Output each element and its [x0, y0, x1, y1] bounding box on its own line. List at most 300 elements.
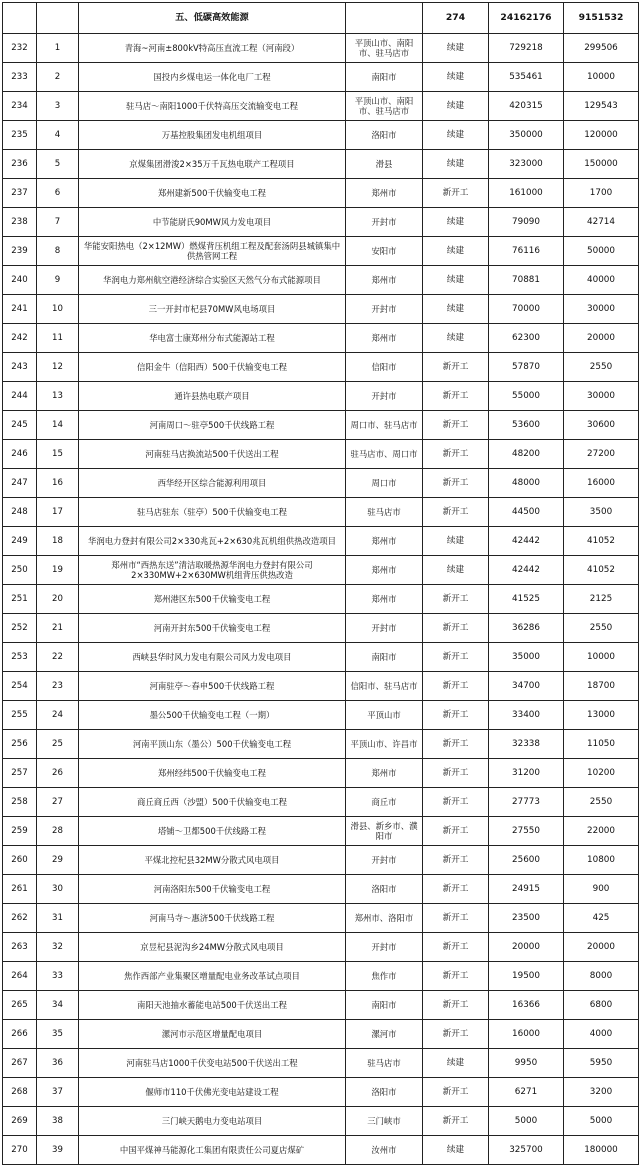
table-row: [3, 556, 639, 585]
row-index-cell: 232: [3, 34, 37, 63]
year-investment-cell: 10000: [564, 63, 639, 92]
row-number-cell: 15: [37, 440, 79, 469]
status-cell: 新开工: [423, 846, 489, 875]
location-cell: 开封市: [346, 208, 423, 237]
row-number-cell: 39: [37, 1136, 79, 1165]
project-name-cell: 平煤北控杞县32MW分散式风电项目: [79, 846, 346, 875]
year-investment-cell: 30600: [564, 411, 639, 440]
project-name-cell: 河南开封东500千伏输变电工程: [79, 614, 346, 643]
year-investment-cell: 5000: [564, 1107, 639, 1136]
project-name-cell: 中节能尉氏90MW风力发电项目: [79, 208, 346, 237]
project-name-cell: 河南马寺～惠济500千伏线路工程: [79, 904, 346, 933]
total-investment-cell: 79090: [489, 208, 564, 237]
row-index-cell: 242: [3, 324, 37, 353]
table-row: [3, 208, 639, 237]
total-investment-cell: 24915: [489, 875, 564, 904]
table-row: [3, 1020, 639, 1049]
row-number-cell: 37: [37, 1078, 79, 1107]
location-cell: 开封市: [346, 295, 423, 324]
total-investment-cell: 6271: [489, 1078, 564, 1107]
year-investment-cell: 10800: [564, 846, 639, 875]
row-number-cell: 3: [37, 92, 79, 121]
table-row: [3, 440, 639, 469]
project-name-cell: 墨公500千伏输变电工程（一期）: [79, 701, 346, 730]
project-name-cell: 河南驻马店换流站500千伏送出工程: [79, 440, 346, 469]
project-name-cell: 华润电力登封有限公司2×330兆瓦+2×630兆瓦机组供热改造项目: [79, 527, 346, 556]
row-number-cell: 4: [37, 121, 79, 150]
total-investment-cell: 323000: [489, 150, 564, 179]
row-index-cell: 270: [3, 1136, 37, 1165]
year-investment-cell: 900: [564, 875, 639, 904]
year-investment-cell: 1700: [564, 179, 639, 208]
total-investment-cell: 16000: [489, 1020, 564, 1049]
location-cell: 郑州市: [346, 556, 423, 585]
status-cell: 续建: [423, 527, 489, 556]
year-investment-cell: 10200: [564, 759, 639, 788]
total-investment-cell: 535461: [489, 63, 564, 92]
year-investment-cell: 425: [564, 904, 639, 933]
location-cell: 汝州市: [346, 1136, 423, 1165]
status-cell: 新开工: [423, 730, 489, 759]
section-count: 274: [423, 3, 489, 34]
project-name-cell: 万基控股集团发电机组项目: [79, 121, 346, 150]
project-name-cell: 郑州市“西热东送”清洁取暖热源华润电力登封有限公司2×330MW+2×630MW机组背压供热改造: [79, 556, 346, 585]
status-cell: 新开工: [423, 672, 489, 701]
project-name-cell: 通许县热电联产项目: [79, 382, 346, 411]
table-row: [3, 237, 639, 266]
row-index-cell: 246: [3, 440, 37, 469]
total-investment-cell: 55000: [489, 382, 564, 411]
row-number-cell: 27: [37, 788, 79, 817]
row-number-cell: 16: [37, 469, 79, 498]
project-name-cell: 驻马店驻东（驻亭）500千伏输变电工程: [79, 498, 346, 527]
location-cell: 驻马店市: [346, 1049, 423, 1078]
row-number-cell: 14: [37, 411, 79, 440]
table-row: [3, 730, 639, 759]
year-investment-cell: 8000: [564, 962, 639, 991]
table-row: [3, 614, 639, 643]
year-investment-cell: 42714: [564, 208, 639, 237]
row-index-cell: 240: [3, 266, 37, 295]
project-name-cell: 河南驻亭～春申500千伏线路工程: [79, 672, 346, 701]
row-index-cell: 263: [3, 933, 37, 962]
project-name-cell: 国投内乡煤电运一体化电厂工程: [79, 63, 346, 92]
location-cell: 郑州市: [346, 266, 423, 295]
location-cell: 滑县: [346, 150, 423, 179]
year-investment-cell: 40000: [564, 266, 639, 295]
project-name-cell: 三一开封市杞县70MW风电场项目: [79, 295, 346, 324]
row-index-cell: 255: [3, 701, 37, 730]
row-index-cell: 269: [3, 1107, 37, 1136]
table-row: [3, 991, 639, 1020]
total-investment-cell: 33400: [489, 701, 564, 730]
table-row: [3, 788, 639, 817]
year-investment-cell: 13000: [564, 701, 639, 730]
table-row: [3, 875, 639, 904]
project-name-cell: 西峡县华时风力发电有限公司风力发电项目: [79, 643, 346, 672]
table-row: [3, 1049, 639, 1078]
row-number-cell: 24: [37, 701, 79, 730]
status-cell: 新开工: [423, 643, 489, 672]
status-cell: 续建: [423, 1049, 489, 1078]
total-investment-cell: 20000: [489, 933, 564, 962]
location-cell: 郑州市: [346, 324, 423, 353]
total-investment-cell: 19500: [489, 962, 564, 991]
row-number-cell: 5: [37, 150, 79, 179]
status-cell: 续建: [423, 295, 489, 324]
status-cell: 新开工: [423, 382, 489, 411]
location-cell: 洛阳市: [346, 875, 423, 904]
total-investment-cell: 48200: [489, 440, 564, 469]
project-name-cell: 郑州港区东500千伏输变电工程: [79, 585, 346, 614]
project-name-cell: 郑州建新500千伏输变电工程: [79, 179, 346, 208]
location-cell: 平顶山市、南阳市、驻马店市: [346, 92, 423, 121]
row-number-cell: 30: [37, 875, 79, 904]
row-number-cell: 32: [37, 933, 79, 962]
row-number-cell: 38: [37, 1107, 79, 1136]
row-number-cell: 29: [37, 846, 79, 875]
status-cell: 新开工: [423, 875, 489, 904]
row-index-cell: 236: [3, 150, 37, 179]
status-cell: 续建: [423, 1136, 489, 1165]
project-name-cell: 青海~河南±800kV特高压直流工程（河南段）: [79, 34, 346, 63]
total-investment-cell: 76116: [489, 237, 564, 266]
status-cell: 新开工: [423, 759, 489, 788]
section-title: 五、低碳高效能源: [79, 3, 346, 34]
location-cell: 驻马店市、周口市: [346, 440, 423, 469]
table-row: [3, 933, 639, 962]
table-row: [3, 150, 639, 179]
status-cell: 新开工: [423, 411, 489, 440]
status-cell: 续建: [423, 556, 489, 585]
row-index-cell: 233: [3, 63, 37, 92]
total-investment-cell: 42442: [489, 556, 564, 585]
location-cell: 开封市: [346, 846, 423, 875]
row-number-cell: 31: [37, 904, 79, 933]
location-cell: 开封市: [346, 614, 423, 643]
year-investment-cell: 3500: [564, 498, 639, 527]
year-investment-cell: 3200: [564, 1078, 639, 1107]
row-index-cell: 256: [3, 730, 37, 759]
row-index-cell: 238: [3, 208, 37, 237]
row-number-cell: 1: [37, 34, 79, 63]
row-index-cell: 235: [3, 121, 37, 150]
status-cell: 新开工: [423, 1078, 489, 1107]
status-cell: 续建: [423, 34, 489, 63]
location-cell: 洛阳市: [346, 121, 423, 150]
location-cell: 郑州市: [346, 759, 423, 788]
total-investment-cell: 5000: [489, 1107, 564, 1136]
total-investment-cell: 57870: [489, 353, 564, 382]
row-index-cell: 266: [3, 1020, 37, 1049]
project-name-cell: 焦作西部产业集聚区增量配电业务改革试点项目: [79, 962, 346, 991]
year-investment-cell: 16000: [564, 469, 639, 498]
status-cell: 续建: [423, 208, 489, 237]
year-investment-cell: 41052: [564, 556, 639, 585]
row-number-cell: 2: [37, 63, 79, 92]
row-index-cell: 254: [3, 672, 37, 701]
total-investment-cell: 62300: [489, 324, 564, 353]
year-investment-cell: 5950: [564, 1049, 639, 1078]
location-cell: 郑州市: [346, 585, 423, 614]
year-investment-cell: 22000: [564, 817, 639, 846]
total-investment-cell: 48000: [489, 469, 564, 498]
total-investment-cell: 36286: [489, 614, 564, 643]
status-cell: 新开工: [423, 469, 489, 498]
year-investment-cell: 2125: [564, 585, 639, 614]
location-cell: 平顶山市、南阳市、驻马店市: [346, 34, 423, 63]
total-investment-cell: 35000: [489, 643, 564, 672]
row-number-cell: 21: [37, 614, 79, 643]
location-cell: 信阳市: [346, 353, 423, 382]
status-cell: 新开工: [423, 614, 489, 643]
project-name-cell: 华电富士康郑州分布式能源站工程: [79, 324, 346, 353]
row-index-cell: 248: [3, 498, 37, 527]
row-number-cell: 11: [37, 324, 79, 353]
total-investment-cell: 729218: [489, 34, 564, 63]
location-cell: 郑州市: [346, 179, 423, 208]
row-index-cell: 250: [3, 556, 37, 585]
total-investment-cell: 41525: [489, 585, 564, 614]
project-name-cell: 三门峡天鹅电力变电站项目: [79, 1107, 346, 1136]
project-name-cell: 华能安阳热电（2×12MW）燃煤背压机组工程及配套汤阴县城镇集中供热管网工程: [79, 237, 346, 266]
year-investment-cell: 50000: [564, 237, 639, 266]
status-cell: 新开工: [423, 585, 489, 614]
status-cell: 续建: [423, 121, 489, 150]
row-index-cell: 241: [3, 295, 37, 324]
total-investment-cell: 32338: [489, 730, 564, 759]
table-row: [3, 353, 639, 382]
row-index-cell: 268: [3, 1078, 37, 1107]
row-number-cell: 17: [37, 498, 79, 527]
status-cell: 新开工: [423, 701, 489, 730]
status-cell: 新开工: [423, 498, 489, 527]
row-number-cell: 10: [37, 295, 79, 324]
project-name-cell: 华润电力郑州航空港经济综合实验区天然气分布式能源项目: [79, 266, 346, 295]
section-total-investment: 24162176: [489, 3, 564, 34]
project-name-cell: 京昱杞县泥沟乡24MW分散式风电项目: [79, 933, 346, 962]
row-number-cell: 26: [37, 759, 79, 788]
location-cell: 安阳市: [346, 237, 423, 266]
year-investment-cell: 41052: [564, 527, 639, 556]
table-row: [3, 469, 639, 498]
total-investment-cell: 350000: [489, 121, 564, 150]
row-index-cell: 257: [3, 759, 37, 788]
project-name-cell: 河南驻马店1000千伏变电站500千伏送出工程: [79, 1049, 346, 1078]
row-number-cell: 19: [37, 556, 79, 585]
status-cell: 新开工: [423, 933, 489, 962]
row-number-cell: 25: [37, 730, 79, 759]
table-row: [3, 295, 639, 324]
status-cell: 新开工: [423, 788, 489, 817]
table-row: [3, 121, 639, 150]
total-investment-cell: 27773: [489, 788, 564, 817]
location-cell: 平顶山市、许昌市: [346, 730, 423, 759]
location-cell: 周口市: [346, 469, 423, 498]
table-row: [3, 759, 639, 788]
location-cell: 漯河市: [346, 1020, 423, 1049]
row-index-cell: 262: [3, 904, 37, 933]
row-index-cell: 249: [3, 527, 37, 556]
row-index-cell: 259: [3, 817, 37, 846]
project-name-cell: 河南洛阳东500千伏输变电工程: [79, 875, 346, 904]
row-index-cell: 245: [3, 411, 37, 440]
row-index-cell: 243: [3, 353, 37, 382]
row-index-cell: 267: [3, 1049, 37, 1078]
project-name-cell: 商丘商丘西（沙盟）500千伏输变电工程: [79, 788, 346, 817]
total-investment-cell: 23500: [489, 904, 564, 933]
year-investment-cell: 120000: [564, 121, 639, 150]
row-index-cell: 239: [3, 237, 37, 266]
total-investment-cell: 420315: [489, 92, 564, 121]
row-index-cell: 253: [3, 643, 37, 672]
row-index-cell: 261: [3, 875, 37, 904]
location-cell: 滑县、新乡市、濮阳市: [346, 817, 423, 846]
total-investment-cell: 31200: [489, 759, 564, 788]
row-number-cell: 23: [37, 672, 79, 701]
row-number-cell: 36: [37, 1049, 79, 1078]
year-investment-cell: 129543: [564, 92, 639, 121]
project-name-cell: 漯河市示范区增量配电项目: [79, 1020, 346, 1049]
year-investment-cell: 20000: [564, 933, 639, 962]
location-cell: 郑州市: [346, 527, 423, 556]
table-row: [3, 817, 639, 846]
section-year-investment: 9151532: [564, 3, 639, 34]
header-empty-cell: [37, 3, 79, 34]
total-investment-cell: 9950: [489, 1049, 564, 1078]
row-index-cell: 252: [3, 614, 37, 643]
year-investment-cell: 11050: [564, 730, 639, 759]
table-row: [3, 63, 639, 92]
year-investment-cell: 2550: [564, 353, 639, 382]
row-number-cell: 18: [37, 527, 79, 556]
year-investment-cell: 30000: [564, 295, 639, 324]
project-name-cell: 京煤集团滑浚2×35万千瓦热电联产工程项目: [79, 150, 346, 179]
location-cell: 焦作市: [346, 962, 423, 991]
row-number-cell: 13: [37, 382, 79, 411]
project-name-cell: 西华经开区综合能源利用项目: [79, 469, 346, 498]
table-row: [3, 585, 639, 614]
project-table: [2, 2, 639, 1165]
row-number-cell: 22: [37, 643, 79, 672]
project-name-cell: 偃师市110千伏佛光变电站建设工程: [79, 1078, 346, 1107]
total-investment-cell: 25600: [489, 846, 564, 875]
table-row: [3, 179, 639, 208]
row-index-cell: 247: [3, 469, 37, 498]
header-empty-cell: [3, 3, 37, 34]
row-number-cell: 33: [37, 962, 79, 991]
location-cell: 南阳市: [346, 63, 423, 92]
year-investment-cell: 180000: [564, 1136, 639, 1165]
total-investment-cell: 70881: [489, 266, 564, 295]
location-cell: 三门峡市: [346, 1107, 423, 1136]
table-row: [3, 643, 639, 672]
total-investment-cell: 27550: [489, 817, 564, 846]
row-number-cell: 9: [37, 266, 79, 295]
row-index-cell: 258: [3, 788, 37, 817]
total-investment-cell: 53600: [489, 411, 564, 440]
row-number-cell: 12: [37, 353, 79, 382]
header-empty-cell: [346, 3, 423, 34]
status-cell: 新开工: [423, 817, 489, 846]
project-name-cell: 河南平顶山东（墨公）500千伏输变电工程: [79, 730, 346, 759]
location-cell: 信阳市、驻马店市: [346, 672, 423, 701]
row-index-cell: 260: [3, 846, 37, 875]
total-investment-cell: 42442: [489, 527, 564, 556]
status-cell: 续建: [423, 92, 489, 121]
total-investment-cell: 34700: [489, 672, 564, 701]
location-cell: 平顶山市: [346, 701, 423, 730]
status-cell: 续建: [423, 63, 489, 92]
row-index-cell: 234: [3, 92, 37, 121]
row-index-cell: 237: [3, 179, 37, 208]
status-cell: 新开工: [423, 179, 489, 208]
status-cell: 新开工: [423, 1020, 489, 1049]
row-index-cell: 265: [3, 991, 37, 1020]
table-row: [3, 1078, 639, 1107]
total-investment-cell: 70000: [489, 295, 564, 324]
location-cell: 洛阳市: [346, 1078, 423, 1107]
table-row: [3, 1136, 639, 1165]
status-cell: 新开工: [423, 1107, 489, 1136]
total-investment-cell: 44500: [489, 498, 564, 527]
location-cell: 开封市: [346, 933, 423, 962]
table-row: [3, 672, 639, 701]
project-name-cell: 郑州经纬500千伏输变电工程: [79, 759, 346, 788]
table-row: [3, 34, 639, 63]
project-name-cell: 塔铺～卫都500千伏线路工程: [79, 817, 346, 846]
table-row: [3, 846, 639, 875]
project-name-cell: 中国平煤神马能源化工集团有限责任公司夏店煤矿: [79, 1136, 346, 1165]
status-cell: 新开工: [423, 962, 489, 991]
status-cell: 续建: [423, 150, 489, 179]
row-number-cell: 20: [37, 585, 79, 614]
status-cell: 新开工: [423, 904, 489, 933]
year-investment-cell: 299506: [564, 34, 639, 63]
year-investment-cell: 2550: [564, 614, 639, 643]
year-investment-cell: 30000: [564, 382, 639, 411]
table-row: [3, 382, 639, 411]
table-row: [3, 266, 639, 295]
location-cell: 周口市、驻马店市: [346, 411, 423, 440]
project-name-cell: 信阳金牛（信阳西）500千伏输变电工程: [79, 353, 346, 382]
row-index-cell: 251: [3, 585, 37, 614]
year-investment-cell: 10000: [564, 643, 639, 672]
table-row: [3, 962, 639, 991]
table-row: [3, 527, 639, 556]
year-investment-cell: 150000: [564, 150, 639, 179]
row-number-cell: 6: [37, 179, 79, 208]
row-number-cell: 35: [37, 1020, 79, 1049]
status-cell: 续建: [423, 266, 489, 295]
project-name-cell: 驻马店～南阳1000千伏特高压交流输变电工程: [79, 92, 346, 121]
row-number-cell: 7: [37, 208, 79, 237]
year-investment-cell: 2550: [564, 788, 639, 817]
location-cell: 南阳市: [346, 643, 423, 672]
row-index-cell: 244: [3, 382, 37, 411]
table-row: [3, 324, 639, 353]
year-investment-cell: 4000: [564, 1020, 639, 1049]
total-investment-cell: 325700: [489, 1136, 564, 1165]
total-investment-cell: 161000: [489, 179, 564, 208]
year-investment-cell: 20000: [564, 324, 639, 353]
location-cell: 开封市: [346, 382, 423, 411]
location-cell: 郑州市、洛阳市: [346, 904, 423, 933]
year-investment-cell: 27200: [564, 440, 639, 469]
location-cell: 商丘市: [346, 788, 423, 817]
project-name-cell: 南阳天池抽水蓄能电站500千伏送出工程: [79, 991, 346, 1020]
total-investment-cell: 16366: [489, 991, 564, 1020]
